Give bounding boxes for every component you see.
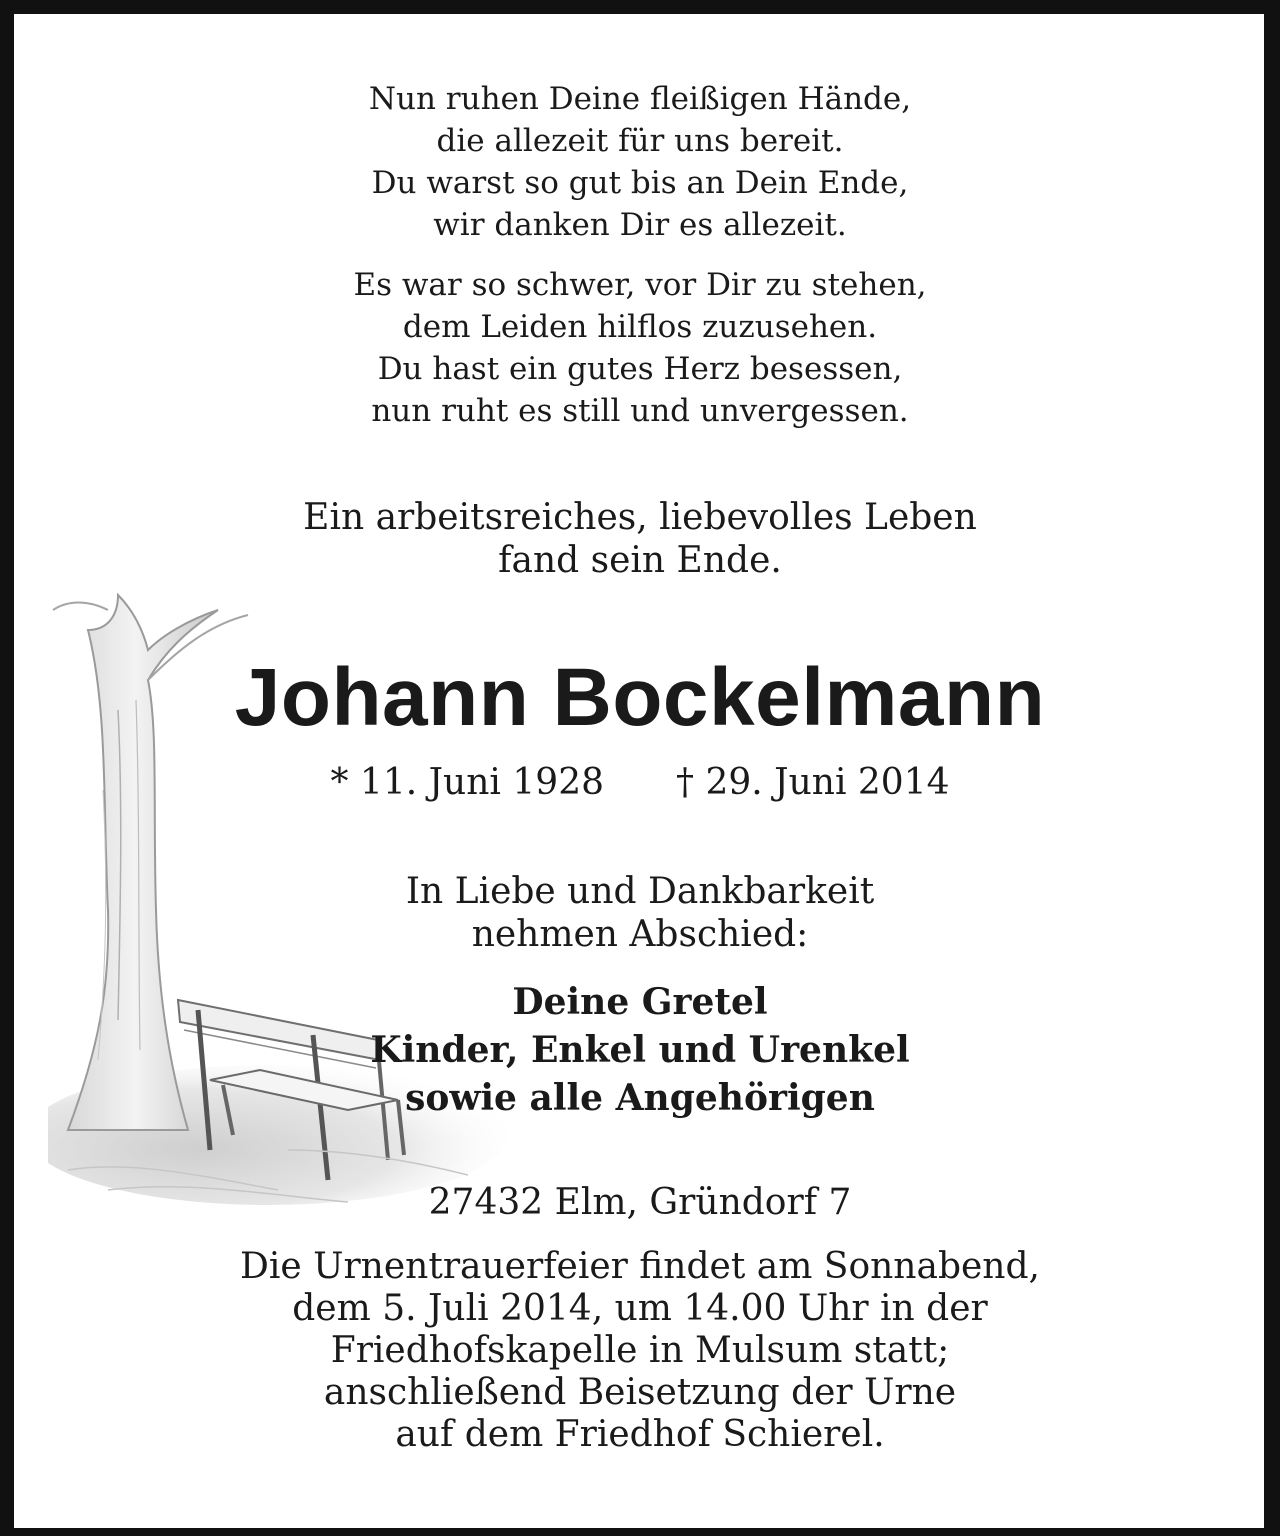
poem-line: Du hast ein gutes Herz besessen, <box>377 351 903 387</box>
ceremony-notice <box>0 1246 1280 1456</box>
farewell-line: nehmen Abschied: <box>471 914 809 955</box>
poem-line: die allezeit für uns bereit. <box>436 123 844 159</box>
farewell-line: In Liebe und Dankbarkeit <box>405 871 875 912</box>
mourner-line: Deine Gretel <box>512 981 768 1023</box>
poem-line: Du warst so gut bis an Dein Ende, <box>371 165 909 201</box>
deceased-name: Johann Bockelmann <box>234 652 1046 743</box>
ceremony-line: auf dem Friedhof Schierel. <box>395 1414 885 1455</box>
ceremony-line: anschließend Beisetzung der Urne <box>323 1372 957 1413</box>
birth-date: * 11. Juni 1928 <box>330 762 604 803</box>
ceremony-line: Friedhofskapelle in Mulsum statt; <box>330 1330 950 1371</box>
intro-line: Ein arbeitsreiches, liebevolles Leben <box>303 497 977 538</box>
poem-line: dem Leiden hilflos zuzusehen. <box>402 309 878 345</box>
farewell-text <box>0 870 1280 956</box>
poem-line: Es war so schwer, vor Dir zu stehen, <box>353 267 927 303</box>
death-date: † 29. Juni 2014 <box>676 762 950 803</box>
mourners-list <box>0 978 1280 1122</box>
intro-text <box>0 496 1280 582</box>
poem-line: wir danken Dir es allezeit. <box>433 207 847 243</box>
poem-line: nun ruht es still und unvergessen. <box>371 393 909 429</box>
poem-stanza-2 <box>0 264 1280 432</box>
family-address: 27432 Elm, Gründorf 7 <box>428 1182 852 1223</box>
life-dates <box>0 760 1280 806</box>
poem-line: Nun ruhen Deine fleißigen Hände, <box>368 81 912 117</box>
ceremony-line: Die Urnentrauerfeier findet am Sonnabend, <box>240 1246 1040 1287</box>
poem-stanza-1 <box>0 78 1280 246</box>
mourner-line: sowie alle Angehörigen <box>405 1077 875 1119</box>
mourner-line: Kinder, Enkel und Urenkel <box>370 1029 910 1071</box>
intro-line: fand sein Ende. <box>498 540 782 581</box>
ceremony-line: dem 5. Juli 2014, um 14.00 Uhr in der <box>292 1288 988 1329</box>
